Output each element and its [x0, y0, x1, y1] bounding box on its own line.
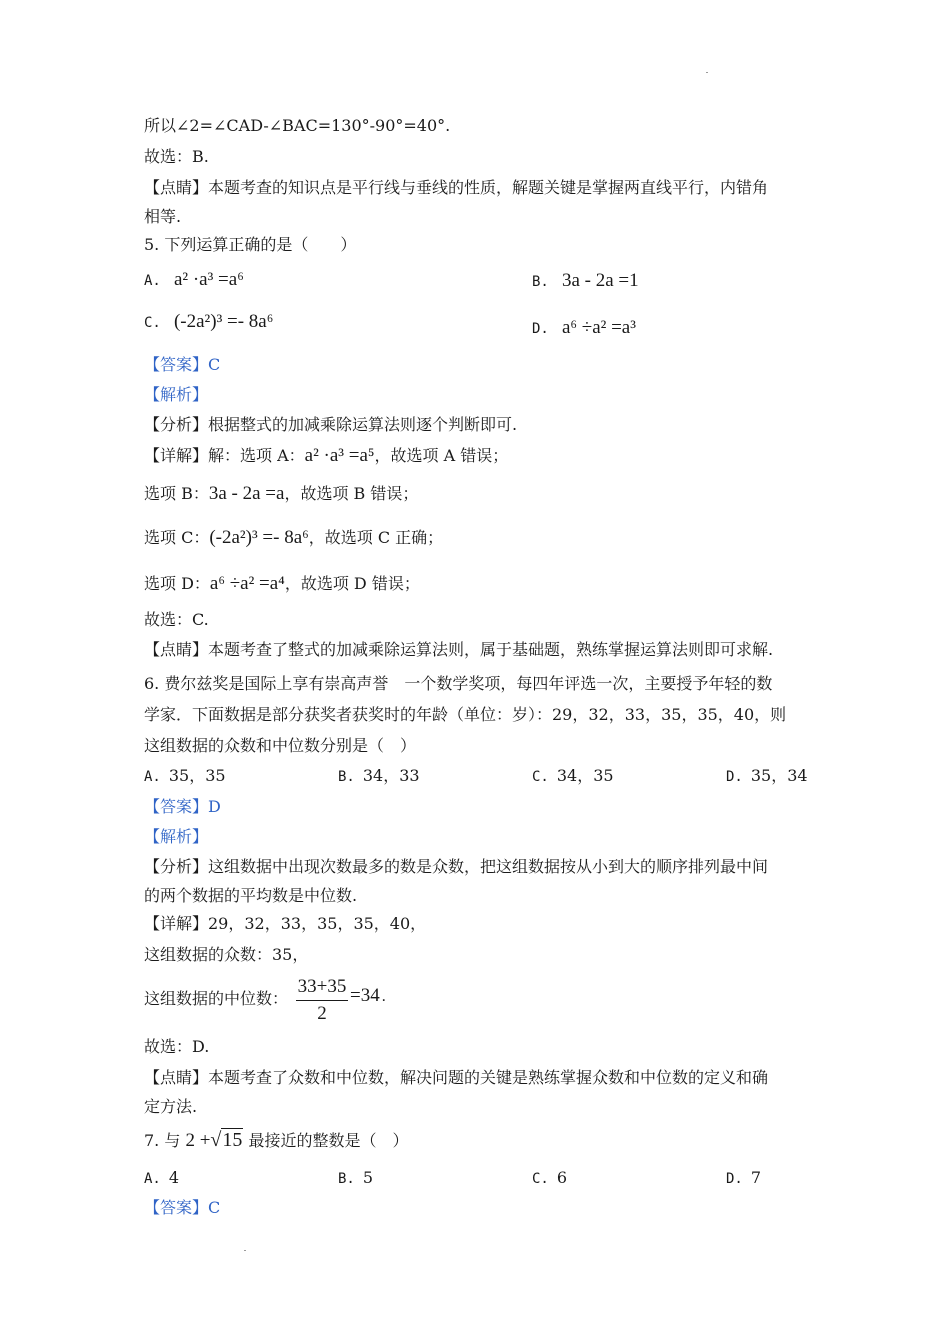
- q7-option-d-text: 7: [750, 1168, 762, 1187]
- q7-option-b-text: 5: [362, 1168, 374, 1187]
- q6-option-a: [144, 766, 226, 787]
- q5-option-a-math: a² ·a³ =a⁶: [173, 269, 244, 290]
- q5-detail-a-prefix: 【详解】解：选项 A：: [144, 446, 305, 465]
- q6-answer-tag: 【答案】D: [144, 797, 221, 816]
- q6-median-result-value: =34: [350, 985, 380, 1006]
- q6-median-result: [350, 986, 386, 1007]
- q6-analysis-tag: 【解析】: [144, 827, 209, 846]
- q5-detail-b-math: 3a - 2a =a: [208, 483, 285, 504]
- q7-option-d: [726, 1168, 761, 1189]
- q5-fenxi-line: 【分析】根据整式的加减乘除运算法则逐个判断即可.: [144, 415, 518, 434]
- q5-option-c: [144, 312, 273, 333]
- q6-option-a-text: 35，35: [168, 766, 226, 785]
- comment-line-2: 相等.: [144, 207, 182, 226]
- question-6-stem-2: 学家．下面数据是部分获奖者获奖时的年龄（单位：岁）：29，32，33，35，35，40，则: [144, 705, 787, 724]
- q5-answer-tag: 【答案】C: [144, 355, 221, 374]
- q5-choose-line: 故选：C.: [144, 610, 209, 629]
- q6-median-prefix: 这组数据的中位数：: [144, 989, 289, 1008]
- question-5-stem: 5. 下列运算正确的是（ ）: [144, 235, 357, 254]
- q6-option-b-label: B.: [338, 769, 355, 785]
- page-mark-bottom: [244, 1250, 246, 1251]
- fraction-bar: [296, 1000, 348, 1001]
- q7-radicand: 15: [222, 1129, 243, 1151]
- q6-option-b: [338, 766, 420, 787]
- q6-fenxi-line-2: 的两个数据的平均数是中位数.: [144, 886, 358, 905]
- q7-answer-tag: 【答案】C: [144, 1198, 221, 1217]
- q6-median-fraction: [296, 976, 348, 1025]
- q6-fenxi-line-1: 【分析】这组数据中出现次数最多的数是众数，把这组数据按从小到大的顺序排列最中间: [144, 857, 769, 876]
- q6-option-a-label: A.: [144, 769, 161, 785]
- q7-expr-lead: 2 +: [185, 1130, 211, 1151]
- q7-option-a-text: 4: [168, 1168, 180, 1187]
- q5-detail-d-suffix: ，故选项 D 错误；: [284, 574, 420, 593]
- q6-dianjing-line-1: 【点睛】本题考查了众数和中位数，解决问题的关键是熟练掌握众数和中位数的定义和确: [144, 1068, 769, 1087]
- q5-dianjing-line: 【点睛】本题考查了整式的加减乘除运算法则，属于基础题，熟练掌握运算法则即可求解.: [144, 640, 774, 659]
- q7-option-b: [338, 1168, 373, 1189]
- q5-option-a-label: A.: [144, 273, 161, 289]
- q5-detail-a-math: a² ·a³ =a⁵: [304, 445, 375, 466]
- q5-detail-b-suffix: ，故选项 B 错误；: [284, 484, 419, 503]
- q5-option-a: [144, 270, 244, 291]
- q5-option-d-label: D.: [532, 321, 549, 337]
- q6-choose-line: 故选：D.: [144, 1037, 210, 1056]
- q5-analysis-tag: 【解析】: [144, 385, 209, 404]
- q5-detail-d-prefix: 选项 D：: [144, 574, 210, 593]
- q6-option-c: [532, 766, 614, 787]
- q5-option-c-label: C.: [144, 315, 161, 331]
- question-6-stem-3: 这组数据的众数和中位数分别是（ ）: [144, 736, 417, 755]
- q5-detail-a-line: [144, 446, 508, 466]
- q6-median-numerator: 33+35: [297, 976, 347, 997]
- q6-option-d-label: D.: [726, 769, 743, 785]
- q6-dianjing-line-2: 定方法.: [144, 1097, 198, 1116]
- q5-detail-b-prefix: 选项 B：: [144, 484, 209, 503]
- q7-option-b-label: B.: [338, 1171, 355, 1187]
- q6-median-end: .: [381, 988, 386, 1005]
- q5-detail-a-suffix: ，故选项 A 错误；: [374, 446, 509, 465]
- q7-option-a-label: A.: [144, 1171, 161, 1187]
- q6-option-c-text: 34，35: [556, 766, 614, 785]
- page-mark-top: [706, 72, 708, 73]
- q6-option-b-text: 34，33: [362, 766, 420, 785]
- q6-option-c-label: C.: [532, 769, 549, 785]
- q7-option-c: [532, 1168, 567, 1189]
- choice-line: 故选：B.: [144, 147, 209, 166]
- angle-conclusion-line: 所以∠2=∠CAD-∠BAC=130°-90°=40°.: [144, 116, 451, 135]
- q7-suffix: 最接近的整数是（ ）: [248, 1131, 409, 1150]
- q6-detail-line: 【详解】29，32，33，35，35，40，: [144, 914, 427, 933]
- q5-detail-c-suffix: ，故选项 C 正确；: [308, 528, 444, 547]
- q5-detail-d-math: a⁶ ÷a² =a⁴: [209, 573, 285, 594]
- q7-option-c-label: C.: [532, 1171, 549, 1187]
- q5-detail-c-prefix: 选项 C：: [144, 528, 210, 547]
- q6-mode-line: 这组数据的众数：35，: [144, 945, 309, 964]
- q7-option-a: [144, 1168, 179, 1189]
- q5-option-b-label: B.: [532, 274, 549, 290]
- q5-option-d: [532, 318, 636, 339]
- question-6-stem-1: 6. 费尔兹奖是国际上享有崇高声誉 一个数学奖项，每四年评选一次，主要授予年轻的数: [144, 674, 773, 693]
- q5-option-c-math: (-2a²)³ =- 8a⁶: [173, 311, 274, 332]
- q5-detail-b-line: [144, 484, 418, 504]
- comment-line-1: 【点睛】本题考查的知识点是平行线与垂线的性质，解题关键是掌握两直线平行，内错角: [144, 178, 769, 197]
- q5-option-d-math: a⁶ ÷a² =a³: [561, 317, 636, 338]
- q5-option-b-math: 3a - 2a =1: [561, 270, 639, 291]
- q7-expr: [185, 1130, 243, 1151]
- q5-detail-c-math: (-2a²)³ =- 8a⁶: [209, 527, 309, 548]
- q6-option-d: [726, 766, 808, 787]
- q6-median-denominator: 2: [317, 1003, 327, 1024]
- q5-option-b: [532, 271, 639, 292]
- sqrt-symbol: √15: [210, 1129, 243, 1151]
- q5-detail-c-line: [144, 528, 443, 548]
- q7-prefix: 7. 与: [144, 1131, 181, 1150]
- q5-detail-d-line: [144, 574, 420, 594]
- q6-option-d-text: 35，34: [750, 766, 808, 785]
- q7-option-d-label: D.: [726, 1171, 743, 1187]
- q7-option-c-text: 6: [556, 1168, 568, 1187]
- question-7-stem: [144, 1130, 409, 1151]
